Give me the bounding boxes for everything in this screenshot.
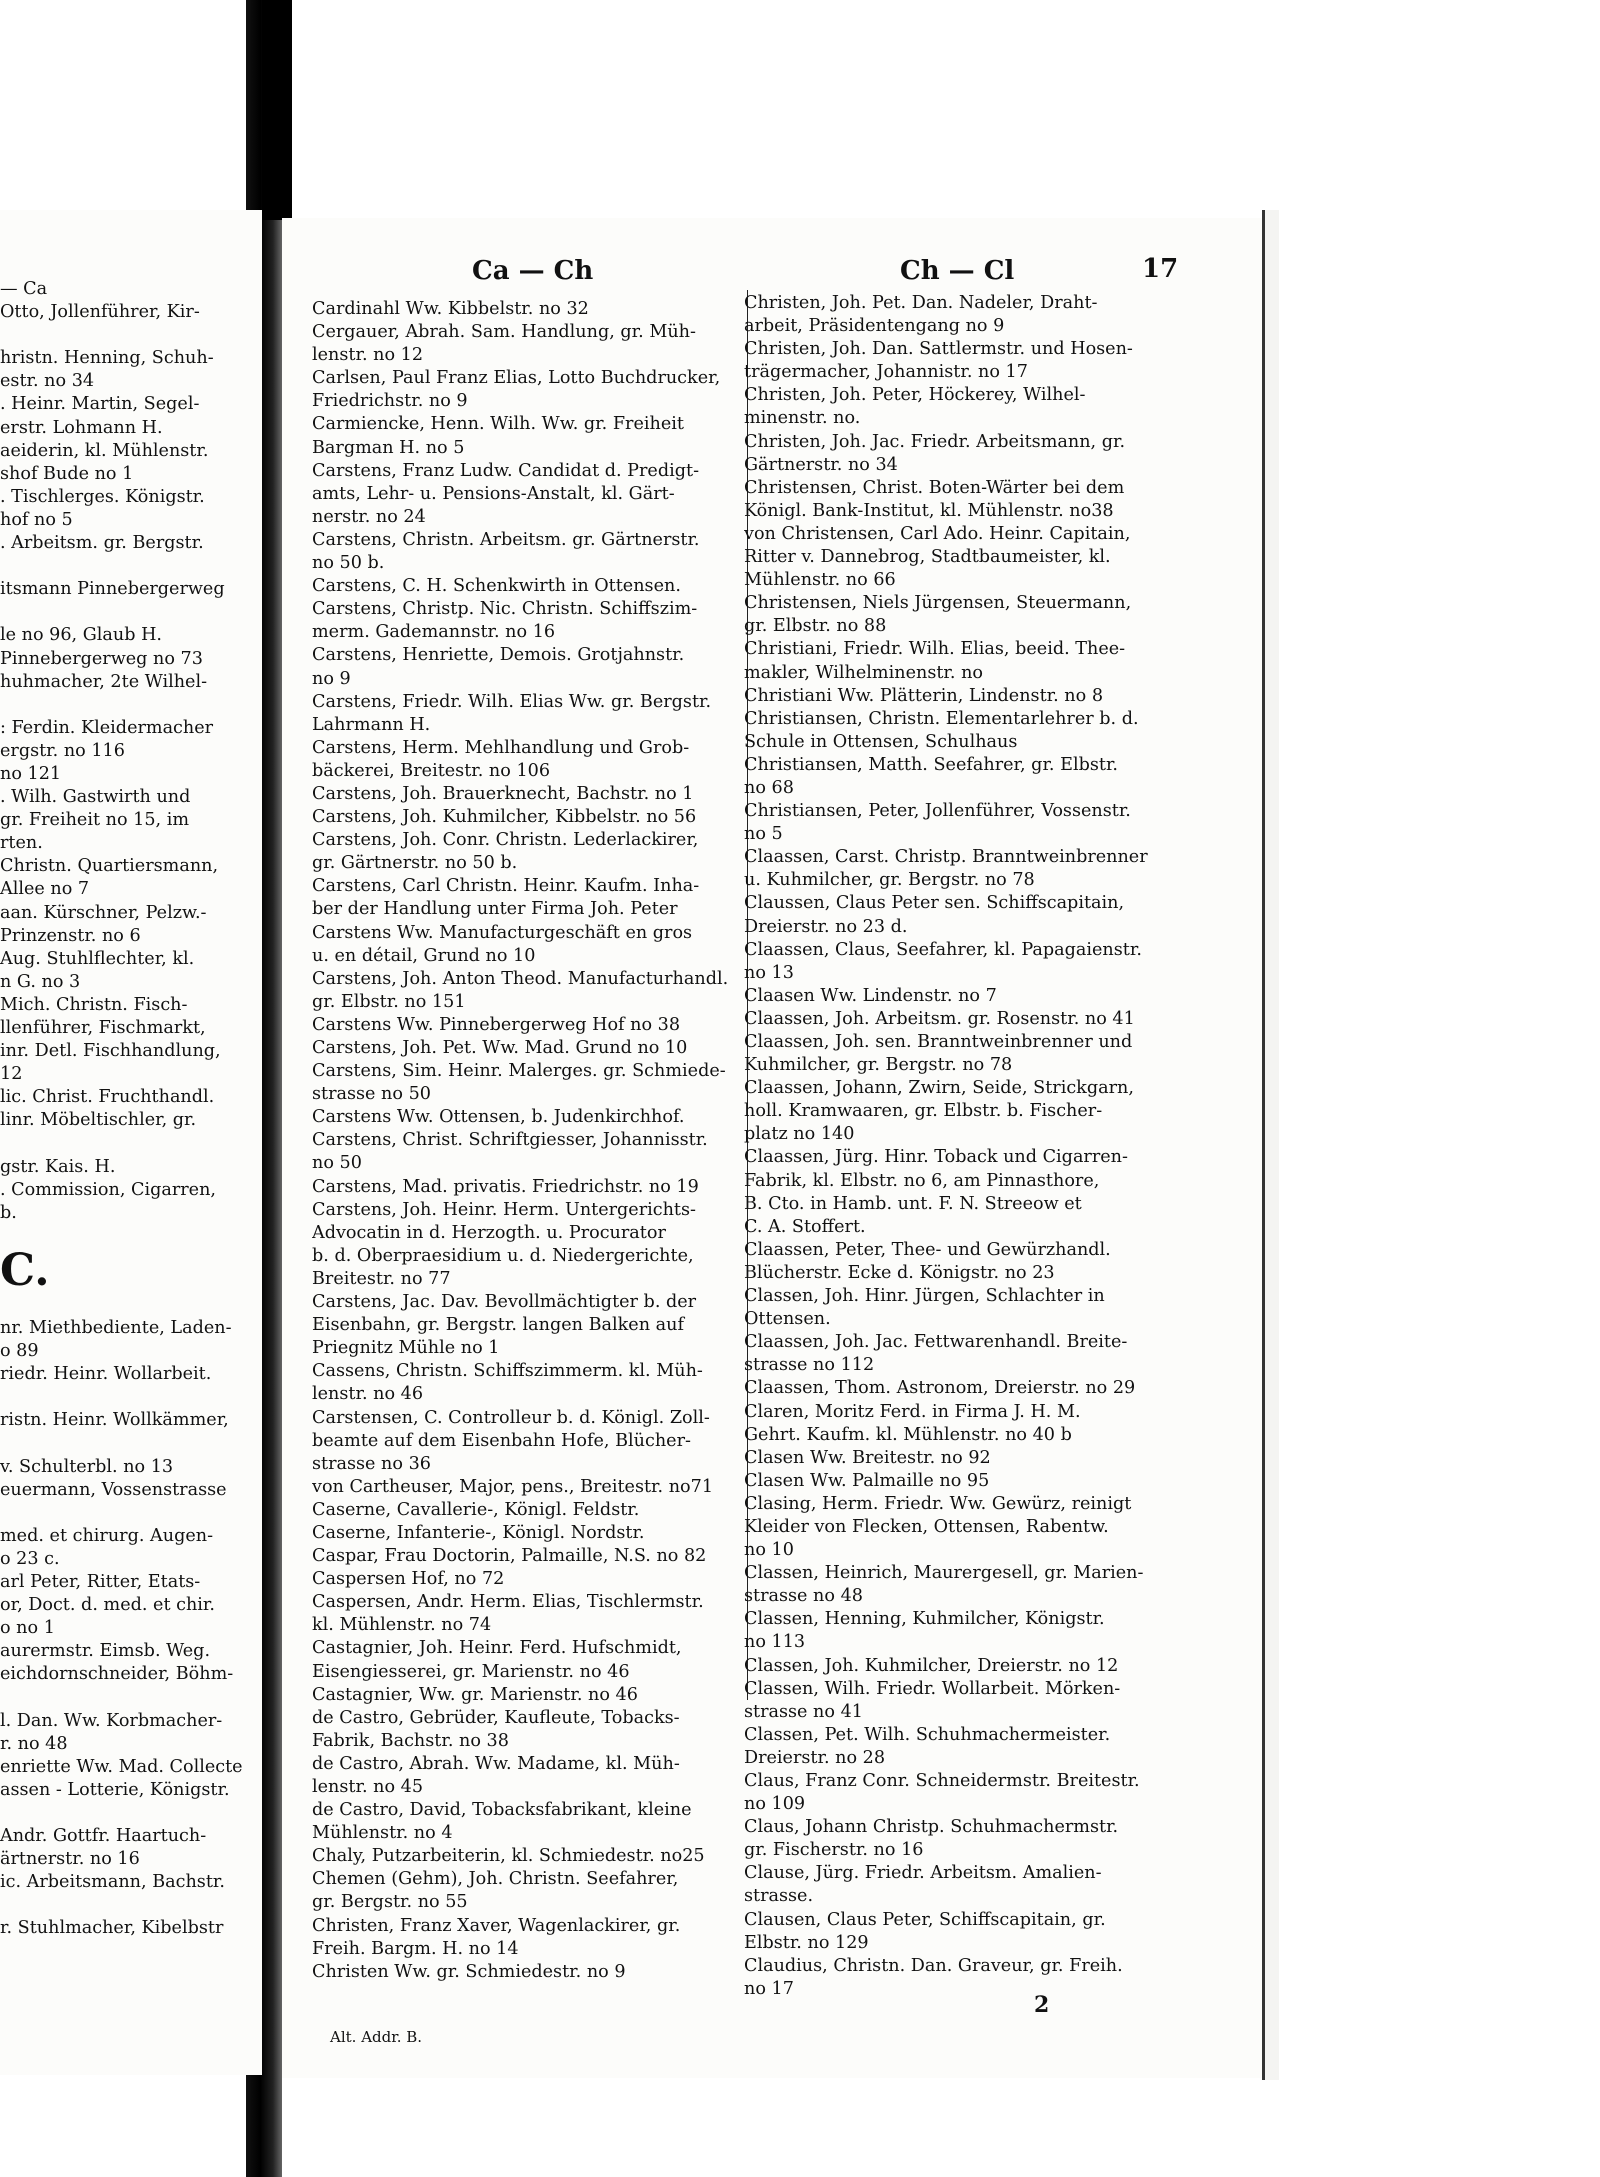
directory-entry-line: Claassen, Thom. Astronom, Dreierstr. no 29 [744,1378,1136,1399]
directory-entry-line: Eisengiesserei, gr. Marienstr. no 46 [312,1661,630,1682]
directory-entry-line: no 50 b. [312,553,385,574]
directory-entry-line: Claassen, Joh. sen. Branntweinbrenner und [744,1032,1133,1052]
directory-entry-line: Carstens, C. H. Schenkwirth in Ottensen. [312,576,681,597]
directory-entry-line: no 9 [312,668,351,689]
page-edge [1262,210,1279,2080]
directory-entry-line: Carstens, Sim. Heinr. Malerges. gr. Schmiede- [312,1061,726,1082]
directory-entry-line: Carmiencke, Henn. Wilh. Ww. gr. Freiheit [312,414,684,435]
directory-entry-line: Classen, Joh. Hinr. Jürgen, Schlachter in [744,1286,1105,1307]
directory-entry-line: bäckerei, Breitestr. no 106 [312,760,551,781]
left-page-line: lic. Christ. Fruchthandl. [0,1087,215,1108]
left-page-line: aan. Kürschner, Pelzw.- [0,902,207,923]
directory-entry-line: Carstens, Joh. Kuhmilcher, Kibbelstr. no 56 [312,807,697,828]
directory-entry-line: Caspar, Frau Doctorin, Palmaille, N.S. no 82 [312,1546,707,1567]
directory-entry-line: Clausen, Claus Peter, Schiffscapitain, gr. [744,1909,1106,1930]
directory-entry-line: Carstens, Christp. Nic. Christn. Schiffszim- [312,599,698,620]
directory-entry-line: Freih. Bargm. H. no 14 [312,1938,519,1959]
left-page-line: v. Schulterbl. no 13 [0,1456,174,1477]
signature-mark: 2 [1034,1992,1050,2018]
directory-entry-line: amts, Lehr- u. Pensions-Anstalt, kl. Gärt- [312,483,675,504]
directory-entry-line: Elbstr. no 129 [744,1932,869,1953]
left-page-line: euermann, Vossenstrasse [0,1479,227,1500]
directory-entry-line: Bargman H. no 5 [312,437,465,458]
directory-entry-line: lenstr. no 46 [312,1384,424,1405]
directory-entry-line: Priegnitz Mühle no 1 [312,1338,500,1359]
directory-entry-line: gr. Elbstr. no 88 [744,616,887,637]
directory-entry-line: gr. Gärtnerstr. no 50 b. [312,853,518,874]
left-page-line: no 121 [0,763,62,784]
directory-entry-line: Carstens, Henriette, Demois. Grotjahnstr. [312,645,685,666]
directory-entry-line: Lahrmann H. [312,714,431,735]
left-page-column [0,278,262,1941]
directory-entry-line: Castagnier, Joh. Heinr. Ferd. Hufschmidt, [312,1638,682,1659]
left-page-line: assen - Lotterie, Königstr. [0,1779,230,1800]
page-number: 17 [1142,254,1179,284]
left-page-line: or, Doct. d. med. et chir. [0,1595,216,1616]
directory-entry-line: Claassen, Johann, Zwirn, Seide, Strickgarn, [744,1078,1134,1099]
left-page-line: linr. Möbeltischler, gr. [0,1110,197,1131]
directory-entry-line: Gehrt. Kaufm. kl. Mühlenstr. no 40 b [744,1424,1072,1445]
directory-entry-line: platz no 140 [744,1124,855,1145]
directory-entry-line: Claassen, Carst. Christp. Branntweinbrenner [744,847,1148,868]
left-page-line: Mich. Christn. Fisch- [0,994,188,1015]
directory-entry-line: Caspersen Hof, no 72 [312,1569,505,1590]
left-page-line: gr. Freiheit no 15, im [0,810,190,831]
left-page-line: Andr. Gottfr. Haartuch- [0,1826,207,1847]
directory-entry-line: gr. Elbstr. no 151 [312,991,466,1012]
left-page-line: aeiderin, kl. Mühlenstr. [0,440,209,461]
left-page-line: r. Stuhlmacher, Kibelbstr [0,1918,224,1939]
left-page-line: ärtnerstr. no 16 [0,1849,140,1870]
left-page-line [0,324,262,347]
directory-entry-line: Chemen (Gehm), Joh. Christn. Seefahrer, [312,1869,679,1890]
directory-entry-line: strasse no 50 [312,1084,431,1105]
directory-entry-line: von Christensen, Carl Ado. Heinr. Capitain, [744,523,1131,544]
left-page-line: o 23 c. [0,1548,60,1569]
directory-entry-line: gr. Bergstr. no 55 [312,1892,468,1913]
directory-entry-line: Mühlenstr. no 66 [744,570,896,591]
directory-entry-line: no 109 [744,1794,806,1815]
left-page-line: le no 96, Glaub H. [0,625,163,646]
directory-entry-line: C. A. Stoffert. [744,1216,866,1237]
entries-column-right [744,292,1164,2001]
directory-entry-line: Classen, Pet. Wilh. Schuhmachermeister. [744,1724,1111,1745]
directory-entry-line: lenstr. no 45 [312,1777,424,1797]
left-page-line: 12 [0,1064,23,1085]
directory-entry-line: strasse no 36 [312,1453,431,1474]
left-page-line: Christn. Quartiersmann, [0,856,219,877]
left-page-line: b. [0,1202,17,1223]
directory-entry-line: Claassen, Claus, Seefahrer, kl. Papagaienstr. [744,939,1142,960]
directory-entry-line: de Castro, Abrah. Ww. Madame, kl. Müh- [312,1753,680,1774]
directory-entry-line: Schule in Ottensen, Schulhaus [744,731,1018,752]
left-page-line: hristn. Henning, Schuh- [0,348,214,369]
left-page-line: riedr. Heinr. Wollarbeit. [0,1364,212,1385]
directory-entry-line: Claus, Franz Conr. Schneidermstr. Breitestr. [744,1771,1140,1791]
directory-entry-line: Castagnier, Ww. gr. Marienstr. no 46 [312,1684,638,1705]
directory-entry-line: Christen, Joh. Pet. Dan. Nadeler, Draht- [744,293,1098,313]
directory-entry-line: Christen, Franz Xaver, Wagenlackirer, gr. [312,1915,681,1936]
directory-entry-line: lenstr. no 12 [312,345,424,366]
directory-entry-line: no 50 [312,1153,362,1174]
left-page-line [0,1687,262,1710]
left-page-line [0,1225,262,1248]
directory-entry-line: de Castro, David, Tobacksfabrikant, kleine [312,1800,692,1821]
running-header-left: Ca — Ch [472,256,594,286]
directory-entry-line: trägermacher, Johannistr. no 17 [744,362,1028,383]
left-page-line [0,1294,262,1317]
directory-entry-line: Carstens, Mad. privatis. Friedrichstr. no 19 [312,1176,699,1197]
directory-entry-line: de Castro, Gebrüder, Kaufleute, Tobacks- [312,1707,680,1728]
left-page-line [0,1433,262,1456]
left-page-line: llenführer, Fischmarkt, [0,1018,206,1038]
directory-entry-line: Christen, Joh. Jac. Friedr. Arbeitsmann, gr. [744,431,1126,452]
directory-entry-line: Cassens, Christn. Schiffszimmerm. kl. Müh- [312,1361,703,1382]
directory-entry-line: kl. Mühlenstr. no 74 [312,1615,492,1636]
directory-entry-line: Carstens, Christ. Schriftgiesser, Johannisstr. [312,1130,708,1151]
left-page-line [0,1386,262,1409]
directory-entry-line: Christiansen, Christn. Elementarlehrer b. d. [744,708,1139,729]
left-page-line [0,601,262,624]
directory-entry-line: Christiansen, Peter, Jollenführer, Vossenstr. [744,801,1131,822]
directory-entry-line: Carstens, Christn. Arbeitsm. gr. Gärtnerstr. [312,529,700,550]
directory-entry-line: Clasen Ww. Breitestr. no 92 [744,1447,991,1468]
directory-entry-line: u. Kuhmilcher, gr. Bergstr. no 78 [744,870,1035,891]
directory-entry-line: Ottensen. [744,1309,831,1330]
directory-entry-line: Carstens, Herm. Mehlhandlung und Grob- [312,737,690,758]
left-page-line [0,1132,262,1155]
directory-entry-line: merm. Gademannstr. no 16 [312,622,556,643]
left-page-line: . Tischlerges. Königstr. [0,486,205,507]
right-page [282,218,1274,2078]
directory-entry-line: Carstensen, C. Controlleur b. d. Königl. Zoll- [312,1407,710,1428]
left-page-line: aurermstr. Eimsb. Weg. [0,1641,211,1662]
directory-entry-line: Christen, Joh. Peter, Höckerey, Wilhel- [744,385,1086,406]
left-page-line [0,1802,262,1825]
directory-entry-line: nerstr. no 24 [312,506,426,527]
left-page-line: Pinnebergerweg no 73 [0,648,203,669]
left-page-line: Otto, Jollenführer, Kir- [0,302,200,323]
left-page-line: gstr. Kais. H. [0,1156,116,1177]
directory-entry-line: Christiani, Friedr. Wilh. Elias, beeid. Thee- [744,639,1126,660]
left-page-line: . Commission, Cigarren, [0,1179,217,1200]
directory-entry-line: Classen, Heinrich, Maurergesell, gr. Marien- [744,1563,1144,1584]
directory-entry-line: Claassen, Joh. Jac. Fettwarenhandl. Breite- [744,1332,1128,1353]
directory-entry-line: Mühlenstr. no 4 [312,1823,453,1844]
left-page-line: arl Peter, Ritter, Etats- [0,1572,201,1593]
directory-entry-line: Classen, Wilh. Friedr. Wollarbeit. Mörken- [744,1678,1121,1699]
directory-entry-line: Fabrik, kl. Elbstr. no 6, am Pinnasthore, [744,1170,1100,1191]
left-page-line [0,1502,262,1525]
directory-entry-line: gr. Fischerstr. no 16 [744,1840,924,1861]
left-page-line: o no 1 [0,1618,55,1639]
left-page-line [0,1894,262,1917]
left-page-line: ristn. Heinr. Wollkämmer, [0,1410,229,1431]
left-page-line: estr. no 34 [0,371,95,392]
directory-entry-line: Carstens, Carl Christn. Heinr. Kaufm. Inha- [312,876,700,897]
directory-entry-line: Gärtnerstr. no 34 [744,454,898,475]
entries-column-left [312,298,732,1984]
left-page-line: : Ferdin. Kleidermacher [0,717,214,738]
left-page-line: shof Bude no 1 [0,463,134,484]
directory-entry-line: Christiansen, Matth. Seefahrer, gr. Elbstr. [744,754,1119,775]
directory-entry-line: strasse no 41 [744,1701,863,1722]
directory-entry-line: minenstr. no. [744,408,861,429]
directory-entry-line: strasse no 112 [744,1355,875,1376]
directory-entry-line: Caserne, Cavallerie-, Königl. Feldstr. [312,1499,640,1520]
directory-entry-line: makler, Wilhelminenstr. no [744,662,984,683]
left-page-line: huhmacher, 2te Wilhel- [0,671,208,692]
directory-entry-line: Carstens, Friedr. Wilh. Elias Ww. gr. Bergstr. [312,691,712,712]
directory-entry-line: no 113 [744,1632,806,1653]
directory-entry-line: no 17 [744,1978,794,1999]
left-page-line: inr. Detl. Fischhandlung, [0,1041,221,1062]
left-page-line: itsmann Pinnebergerweg [0,579,225,600]
directory-entry-line: Christen, Joh. Dan. Sattlermstr. und Hosen- [744,339,1133,360]
directory-entry-line: u. en détail, Grund no 10 [312,945,536,966]
directory-entry-line: Friedrichstr. no 9 [312,391,468,412]
directory-entry-line: Classen, Henning, Kuhmilcher, Königstr. [744,1609,1105,1630]
left-page-line: o 89 [0,1341,39,1362]
left-page-line: . Heinr. Martin, Segel- [0,394,200,415]
left-page-line: Aug. Stuhlflechter, kl. [0,948,195,969]
directory-entry-line: Christen Ww. gr. Schmiedestr. no 9 [312,1961,626,1982]
left-page-line: eichdornschneider, Böhm- [0,1664,234,1685]
directory-entry-line: Carstens Ww. Ottensen, b. Judenkirchhof. [312,1107,685,1128]
directory-entry-line: Claus, Johann Christp. Schuhmachermstr. [744,1817,1119,1838]
directory-entry-line: Carstens Ww. Pinnebergerweg Hof no 38 [312,1014,681,1035]
directory-entry-line: Caspersen, Andr. Herm. Elias, Tischlermstr. [312,1592,704,1613]
left-page-line: . Wilh. Gastwirth und [0,787,191,808]
directory-entry-line: Caserne, Infanterie-, Königl. Nordstr. [312,1522,645,1543]
left-page-line [0,555,262,578]
directory-entry-line: Breitestr. no 77 [312,1268,451,1289]
directory-entry-line: no 10 [744,1540,794,1561]
left-page-line: ic. Arbeitsmann, Bachstr. [0,1872,225,1893]
directory-entry-line: Königl. Bank-Institut, kl. Mühlenstr. no38 [744,500,1114,521]
left-page-line: Prinzenstr. no 6 [0,925,141,946]
left-page-line: C. [0,1247,50,1294]
directory-entry-line: Carstens, Franz Ludw. Candidat d. Predigt- [312,460,700,481]
directory-entry-line: b. d. Oberpraesidium u. d. Niedergerichte, [312,1245,694,1266]
directory-entry-line: ber der Handlung unter Firma Joh. Peter [312,899,678,920]
left-page-line: Allee no 7 [0,879,90,900]
directory-entry-line: Carstens, Joh. Anton Theod. Manufacturhandl. [312,968,729,989]
left-page-line [0,694,262,717]
directory-entry-line: beamte auf dem Eisenbahn Hofe, Blücher- [312,1430,691,1451]
left-page-line: — Ca [0,279,48,299]
running-header-right: Ch — Cl [900,256,1015,286]
left-page-line: nr. Miethbediente, Laden- [0,1318,232,1339]
left-page-line: n G. no 3 [0,971,81,992]
directory-entry-line: Christiani Ww. Plätterin, Lindenstr. no 8 [744,685,1104,706]
directory-entry-line: Blücherstr. Ecke d. Königstr. no 23 [744,1262,1055,1283]
directory-entry-line: strasse. [744,1886,814,1907]
directory-entry-line: Carstens, Joh. Conr. Christn. Lederlackirer, [312,830,699,851]
directory-entry-line: Advocatin in d. Herzogth. u. Procurator [312,1222,666,1243]
directory-entry-line: Christensen, Christ. Boten-Wärter bei dem [744,477,1125,498]
left-page-line: rten. [0,833,43,854]
directory-entry-line: no 68 [744,777,794,798]
directory-entry-line: Clause, Jürg. Friedr. Arbeitsm. Amalien- [744,1863,1102,1884]
left-page-line: . Arbeitsm. gr. Bergstr. [0,533,204,554]
directory-entry-line: Clasen Ww. Palmaille no 95 [744,1470,990,1491]
directory-entry-line: Carstens, Joh. Pet. Ww. Mad. Grund no 10 [312,1038,688,1058]
directory-entry-line: Carstens, Joh. Heinr. Herm. Untergerichts- [312,1199,696,1220]
directory-entry-line: Cergauer, Abrah. Sam. Handlung, gr. Müh- [312,322,696,343]
directory-entry-line: Carstens Ww. Manufacturgeschäft en gros [312,922,693,943]
directory-entry-line: arbeit, Präsidentengang no 9 [744,316,1005,337]
left-page-line: enriette Ww. Mad. Collecte [0,1756,243,1777]
directory-entry-line: Claassen, Jürg. Hinr. Toback und Cigarren- [744,1147,1128,1168]
directory-entry-line: Dreierstr. no 28 [744,1747,886,1768]
directory-entry-line: Fabrik, Bachstr. no 38 [312,1730,509,1751]
directory-entry-line: Claassen, Joh. Arbeitsm. gr. Rosenstr. no 41 [744,1008,1135,1029]
left-page-line: erstr. Lohmann H. [0,417,163,438]
directory-entry-line: Ritter v. Dannebrog, Stadtbaumeister, kl. [744,547,1111,568]
directory-entry-line: no 13 [744,962,794,983]
left-page-line: ergstr. no 116 [0,740,125,761]
directory-entry-line: Claassen, Peter, Thee- und Gewürzhandl. [744,1239,1111,1260]
directory-entry-line: Claren, Moritz Ferd. in Firma J. H. M. [744,1401,1081,1422]
left-page [0,210,262,2075]
left-page-line: med. et chirurg. Augen- [0,1525,214,1546]
left-page-line: r. no 48 [0,1733,68,1754]
directory-entry-line: Clasing, Herm. Friedr. Ww. Gewürz, reinigt [744,1493,1132,1514]
signature-footer: Alt. Addr. B. [330,2028,423,2046]
directory-entry-line: Carstens, Joh. Brauerknecht, Bachstr. no 1 [312,783,694,804]
directory-entry-line: Carstens, Jac. Dav. Bevollmächtigter b. der [312,1292,697,1313]
left-page-line: hof no 5 [0,509,73,530]
directory-entry-line: von Cartheuser, Major, pens., Breitestr. no71 [312,1476,714,1497]
directory-entry-line: Eisenbahn, gr. Bergstr. langen Balken auf [312,1315,684,1336]
directory-entry-line: Claussen, Claus Peter sen. Schiffscapitain, [744,893,1125,914]
directory-entry-line: strasse no 48 [744,1586,863,1607]
directory-entry-line: Cardinahl Ww. Kibbelstr. no 32 [312,299,589,319]
directory-entry-line: holl. Kramwaaren, gr. Elbstr. b. Fischer- [744,1101,1103,1122]
left-page-line: l. Dan. Ww. Korbmacher- [0,1710,223,1731]
directory-entry-line: Claasen Ww. Lindenstr. no 7 [744,985,997,1006]
directory-entry-line: Chaly, Putzarbeiterin, kl. Schmiedestr. no25 [312,1846,705,1867]
directory-entry-line: Classen, Joh. Kuhmilcher, Dreierstr. no 12 [744,1655,1119,1676]
scan-shadow [262,0,292,220]
directory-entry-line: Claudius, Christn. Dan. Graveur, gr. Freih. [744,1955,1123,1976]
directory-entry-line: Dreierstr. no 23 d. [744,916,908,937]
directory-entry-line: Christensen, Niels Jürgensen, Steuermann, [744,593,1132,614]
directory-entry-line: Kleider von Flecken, Ottensen, Rabentw. [744,1516,1109,1537]
directory-entry-line: Carlsen, Paul Franz Elias, Lotto Buchdrucker, [312,368,721,389]
directory-entry-line: B. Cto. in Hamb. unt. F. N. Streeow et [744,1193,1082,1214]
directory-entry-line: Kuhmilcher, gr. Bergstr. no 78 [744,1055,1013,1076]
directory-entry-line: no 5 [744,824,783,845]
